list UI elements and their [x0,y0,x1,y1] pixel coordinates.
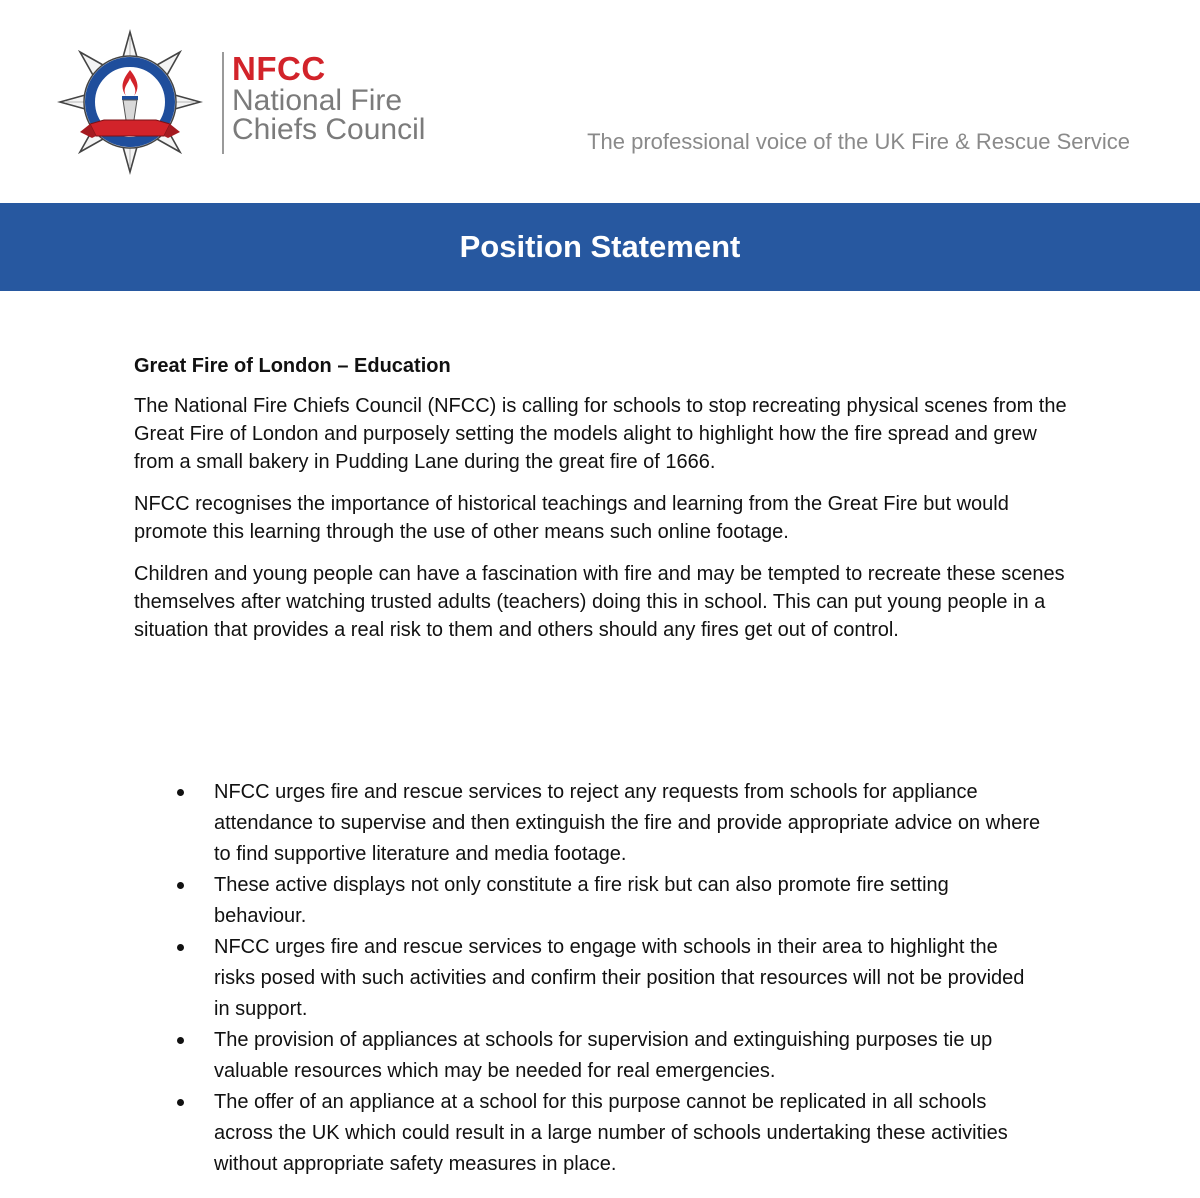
list-item [134,1025,1044,1087]
list-item-text: The offer of an appliance at a school for this purpose cannot be replicated in all schools across the UK which could result in a large number of schools undertaking these activities without appropriate safety measures in place. [214,1091,1008,1175]
paragraph-recognition: NFCC recognises the importance of historical teachings and learning from the Great Fire but would promote this learning through the use of other means such online footage. [134,493,1009,543]
list-item-text: NFCC urges fire and rescue services to reject any requests from schools for appliance attendance to supervise and then extinguish the fire and provide appropriate advice on where to find supportive literature and media footage. [214,781,1041,865]
list-item [134,1087,1044,1180]
bullet-dot [177,1037,184,1044]
logo-wordmark [232,52,425,144]
banner-title: Position Statement [459,229,741,264]
logo-name-line-1: National Fire [232,84,403,117]
document-body [134,352,1074,1175]
list-item [134,932,1044,1025]
logo-abbreviation: NFCC [232,50,326,87]
list-item-text: NFCC urges fire and rescue services to engage with schools in their area to highlight the risks posed with such activities and confirm their position that resources will not be provided in support. [214,936,1025,1020]
fire-service-star-emblem-icon [56,28,204,176]
title-banner [0,203,1200,291]
page-header [0,0,1200,203]
paragraph-risk: Children and young people can have a fascination with fire and may be tempted to recreate these scenes themselves after watching trusted adults (teachers) doing this in school. This can put young people in a situation that provides a real risk to them and others should any fires get out of control. [134,563,1065,641]
section-heading: Great Fire of London – Education [134,355,451,377]
tagline: The professional voice of the UK Fire & Rescue Service [587,129,1130,154]
list-item-text: These active displays not only constitute a fire risk but can also promote fire setting behaviour. [214,874,949,927]
bullet-dot [177,1099,184,1106]
logo-name-line-2: Chiefs Council [232,113,426,146]
list-item [134,870,1044,932]
bullet-dot [177,944,184,951]
paragraph-intro: The National Fire Chiefs Council (NFCC) is calling for schools to stop recreating physical scenes from the Great Fire of London and purposely setting the models alight to highlight how the fire spread and grew from a small bakery in Pudding Lane during the great fire of 1666. [134,395,1067,473]
list-item [134,777,1044,870]
bullet-dot [177,882,184,889]
bullet-dot [177,789,184,796]
logo-divider [222,52,224,154]
list-item-text: The provision of appliances at schools for supervision and extinguishing purposes tie up valuable resources which may be needed for real emergencies. [214,1029,993,1082]
bullet-list [134,777,1044,1180]
